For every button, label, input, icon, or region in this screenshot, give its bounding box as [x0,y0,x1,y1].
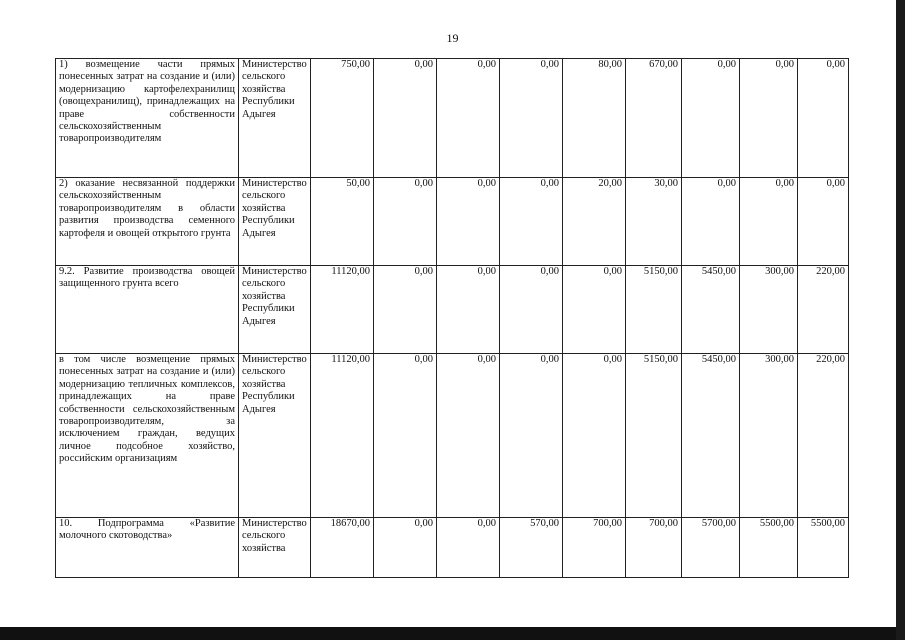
value-cell: 50,00 [311,178,374,266]
value-cell: 0,00 [437,354,500,518]
value-cell: 570,00 [500,518,563,578]
value-cell: 0,00 [798,59,849,178]
value-cell: 700,00 [626,518,682,578]
value-cell: 300,00 [740,354,798,518]
value-cell: 5150,00 [626,266,682,354]
table-row [56,354,849,518]
value-cell: 300,00 [740,266,798,354]
value-cell: 5500,00 [798,518,849,578]
row-description: 9.2. Развитие производства овощей защищенного грунта всего [56,266,239,354]
value-cell: 0,00 [437,178,500,266]
value-cell: 0,00 [500,59,563,178]
row-description: в том числе возмещение прямых понесенных затрат на создание и (или) модернизацию тепличных комплексов, принадлежащих на праве собственности сельскохозяйственным товаропроизводителям, за исключением граждан, ведущих личное подсобное хозяйство, российским организациям [56,354,239,518]
value-cell: 0,00 [500,178,563,266]
value-cell: 18670,00 [311,518,374,578]
value-cell: 20,00 [563,178,626,266]
value-cell: 5450,00 [682,354,740,518]
value-cell: 0,00 [563,266,626,354]
value-cell: 0,00 [374,266,437,354]
budget-table [55,58,849,578]
value-cell: 220,00 [798,354,849,518]
table-row [56,59,849,178]
value-cell: 0,00 [500,354,563,518]
value-cell: 0,00 [682,178,740,266]
value-cell: 0,00 [563,354,626,518]
row-organization: Министерство сельского хозяйства [239,518,311,578]
scan-border-right [896,0,905,640]
value-cell: 0,00 [682,59,740,178]
row-description: 10. Подпрограмма «Развитие молочного скотоводства» [56,518,239,578]
value-cell: 670,00 [626,59,682,178]
row-organization: Министерство сельского хозяйства Республики Адыгея [239,59,311,178]
value-cell: 0,00 [500,266,563,354]
value-cell: 700,00 [563,518,626,578]
value-cell: 5450,00 [682,266,740,354]
table-row [56,178,849,266]
scan-border-bottom [0,627,905,640]
row-description: 1) возмещение части прямых понесенных затрат на создание и (или) модернизацию картофелехранилищ (овощехранилищ), принадлежащих на праве собственности сельскохозяйственным товаропроизводителям [56,59,239,178]
value-cell: 11120,00 [311,266,374,354]
value-cell: 5500,00 [740,518,798,578]
row-description: 2) оказание несвязанной поддержки сельскохозяйственным товаропроизводителям в области развития производства семенного картофеля и овощей открытого грунта [56,178,239,266]
value-cell: 0,00 [374,59,437,178]
value-cell: 0,00 [798,178,849,266]
value-cell: 11120,00 [311,354,374,518]
value-cell: 0,00 [740,59,798,178]
table-row [56,266,849,354]
row-organization: Министерство сельского хозяйства Республики Адыгея [239,178,311,266]
value-cell: 220,00 [798,266,849,354]
value-cell: 0,00 [437,59,500,178]
value-cell: 0,00 [740,178,798,266]
value-cell: 0,00 [374,354,437,518]
value-cell: 80,00 [563,59,626,178]
value-cell: 0,00 [437,266,500,354]
value-cell: 750,00 [311,59,374,178]
value-cell: 5150,00 [626,354,682,518]
page-number: 19 [446,31,459,45]
value-cell: 0,00 [374,518,437,578]
table-row [56,518,849,578]
row-organization: Министерство сельского хозяйства Республики Адыгея [239,266,311,354]
value-cell: 30,00 [626,178,682,266]
value-cell: 0,00 [437,518,500,578]
row-organization: Министерство сельского хозяйства Республики Адыгея [239,354,311,518]
value-cell: 5700,00 [682,518,740,578]
value-cell: 0,00 [374,178,437,266]
